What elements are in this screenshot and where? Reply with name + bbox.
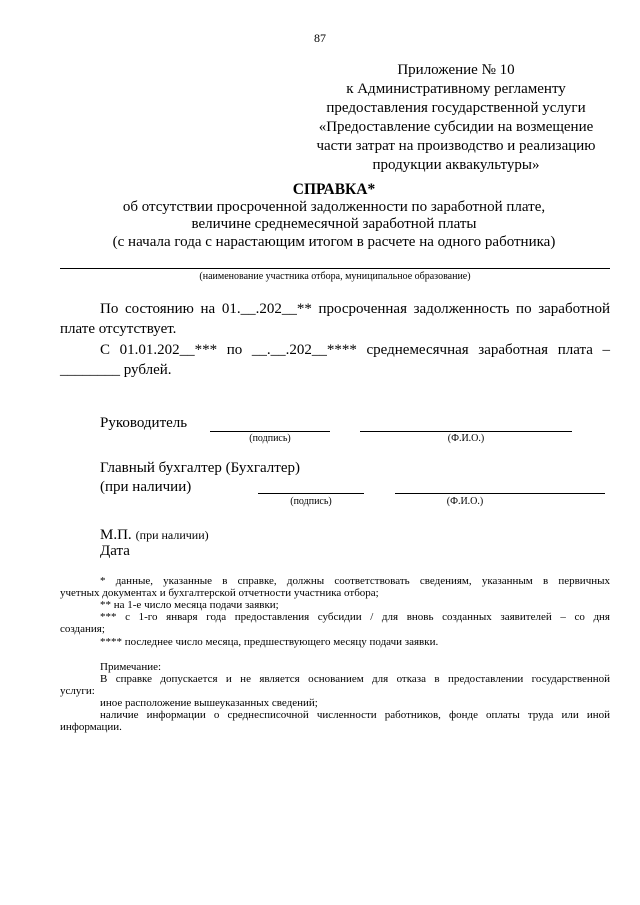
accountant-label: Главный бухгалтер (Бухгалтер) (100, 460, 300, 476)
appendix-line: Приложение № 10 (397, 62, 515, 78)
date-label: Дата (100, 543, 130, 559)
statement-p1-line2: плате отсутствует. (60, 321, 177, 337)
name-caption: (Ф.И.О.) (446, 496, 484, 507)
appendix-line: продукции аквакультуры» (372, 157, 540, 173)
title-line: об отсутствии просроченной задолженности по заработной плате, (122, 198, 546, 215)
footnote-4: **** последнее число месяца, предшествующего месяцу подачи заявки. (100, 636, 439, 648)
appendix-header (296, 61, 616, 175)
footnote-3-line1: *** с 1-го января года предоставления субсидии / для вновь созданных заявителей – со дня (100, 611, 610, 623)
title-line: величине среднемесячной заработной платы (191, 216, 477, 232)
page-number: 87 (314, 31, 326, 45)
signature-caption: (подпись) (290, 496, 332, 507)
footnote-3-line2: создания; (60, 623, 105, 635)
footnote-2: ** на 1-е число месяца подачи заявки; (100, 599, 279, 611)
statement-p2-line1: С 01.01.202__*** по __.__.202__**** среднемесячная заработная плата – (100, 342, 610, 358)
head-label: Руководитель (100, 415, 188, 431)
appendix-line: к Административному регламенту (346, 81, 566, 97)
title-main: СПРАВКА* (292, 181, 376, 198)
note-line: услуги: (60, 685, 95, 697)
note-line: информации. (60, 721, 122, 733)
footnote-1-line2: учетных документах и бухгалтерской отчетности участника отбора; (60, 587, 379, 599)
accountant-name-line (395, 493, 605, 494)
stamp-note: (при наличии) (135, 528, 209, 542)
head-signature-line (210, 431, 330, 432)
name-caption: (Ф.И.О.) (447, 433, 485, 444)
footnote-1-line1: * данные, указанные в справке, должны соответствовать сведениям, указанным в первичных (100, 575, 610, 587)
signature-caption: (подпись) (249, 433, 291, 444)
title-line: (с начала года с нарастающим итогом в расчете на одного работника) (112, 233, 556, 250)
appendix-line: части затрат на производство и реализацию (316, 138, 596, 154)
appendix-line: предоставления государственной услуги (326, 100, 586, 116)
note-line: наличие информации о среднесписочной численности работников, фонде оплаты труда или иной (100, 709, 610, 721)
stamp-row (100, 526, 209, 544)
document-title (60, 181, 608, 251)
appendix-line: «Предоставление субсидии на возмещение (318, 119, 594, 135)
participant-caption: (наименование участника отбора, муниципальное образование) (199, 271, 471, 282)
accountant-note: (при наличии) (100, 479, 192, 495)
participant-line (60, 268, 610, 269)
statement-p2-line2: ________ рублей. (60, 362, 172, 378)
note-line: В справке допускается и не является основанием для отказа в предоставлении государственной (100, 673, 610, 685)
head-name-line (360, 431, 572, 432)
note-line: иное расположение вышеуказанных сведений; (100, 697, 318, 709)
note-heading: Примечание: (100, 661, 162, 673)
statement-p1-line1: По состоянию на 01.__.202__** просроченная задолженность по заработной (100, 301, 610, 317)
stamp-label: М.П. (100, 527, 132, 543)
accountant-signature-line (258, 493, 364, 494)
